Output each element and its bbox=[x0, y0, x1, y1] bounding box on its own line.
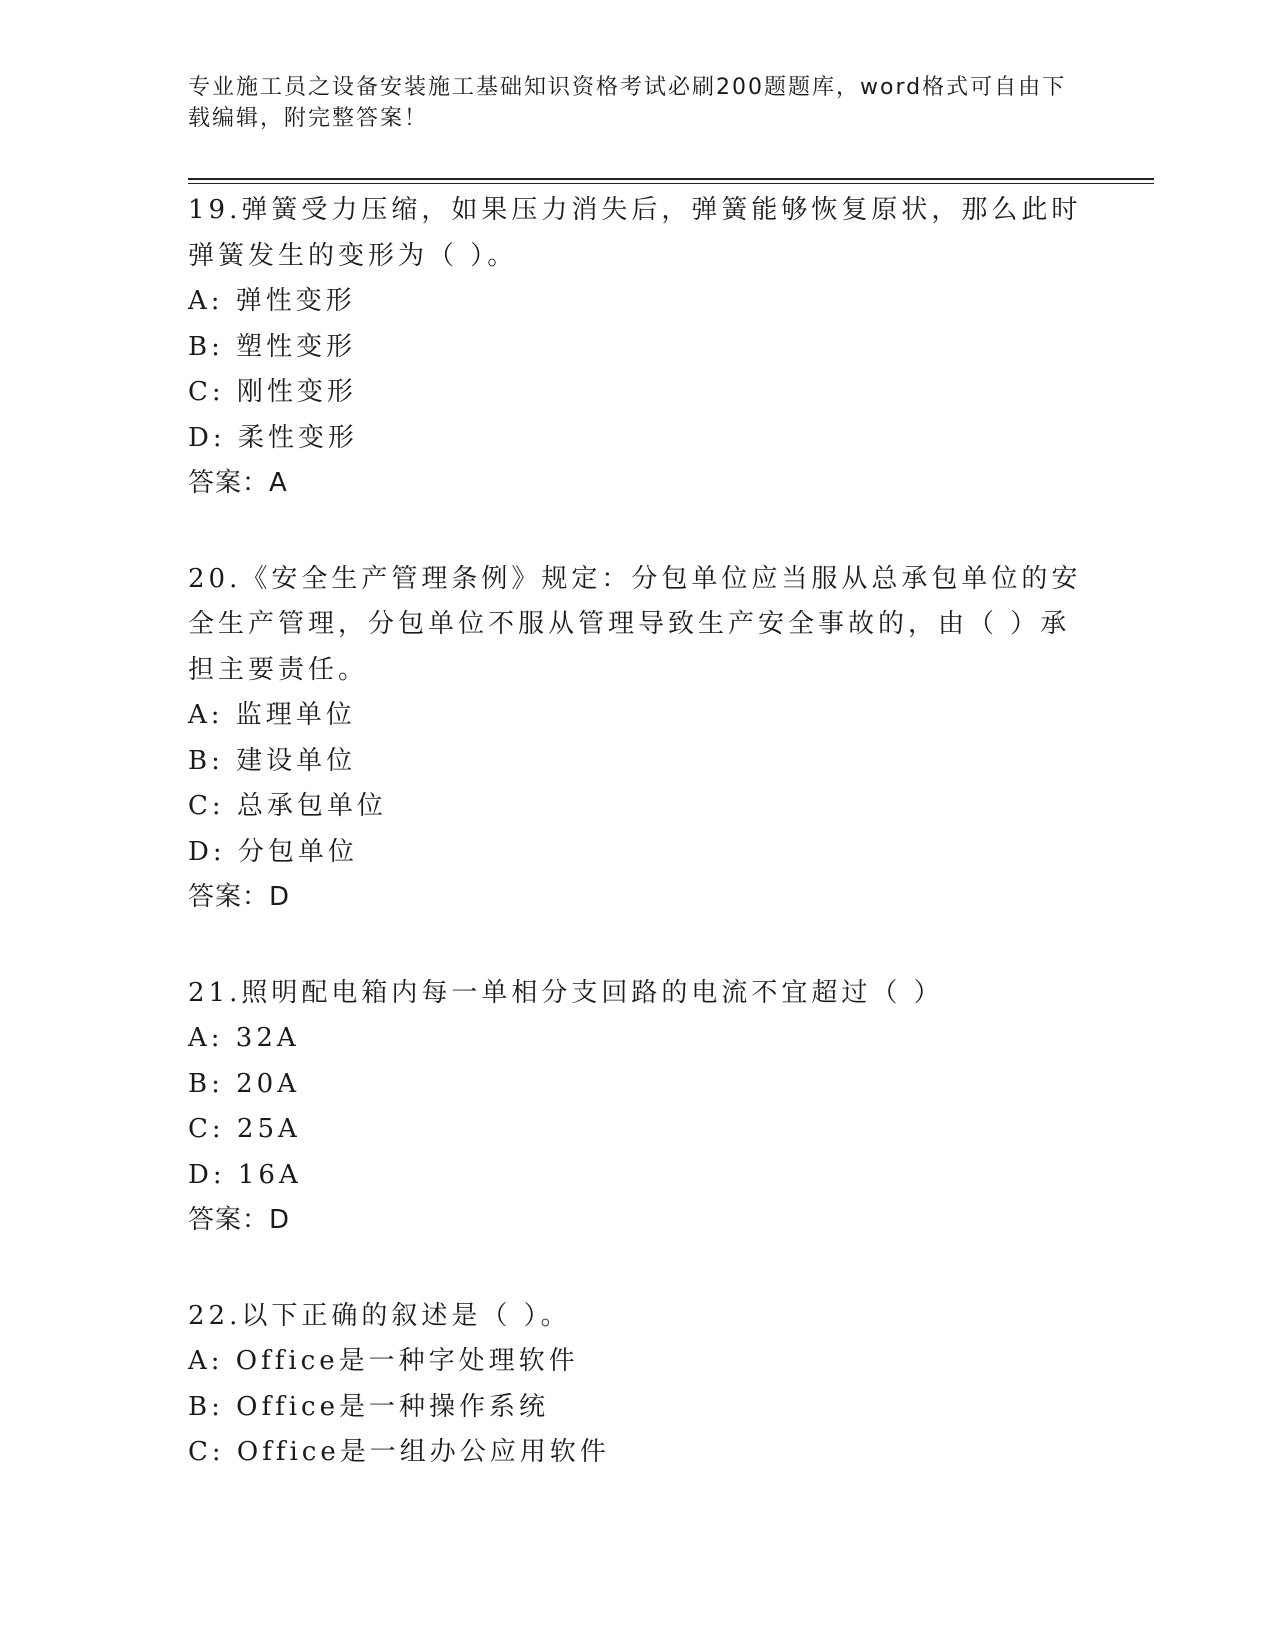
question-22 bbox=[188, 1294, 1088, 1476]
question-list bbox=[188, 188, 1088, 1526]
option-c: C: 总承包单位 bbox=[188, 791, 387, 821]
option-d: D: 16A bbox=[188, 1159, 302, 1190]
question-text: 20.《安全生产管理条例》规定：分包单位应当服从总承包单位的安全生产管理，分包单位不服从管理导致生产安全事故的，由（ ）承担主要责任。 bbox=[188, 563, 1082, 685]
answer-line: 答案：D bbox=[188, 882, 291, 912]
option-a: A: 32A bbox=[188, 1023, 300, 1053]
option-b: B: 20A bbox=[188, 1068, 300, 1099]
option-c: C: 刚性变形 bbox=[188, 377, 357, 407]
option-b: B: 建设单位 bbox=[188, 745, 357, 776]
option-d: D: 分包单位 bbox=[188, 836, 358, 867]
question-text: 21.照明配电箱内每一单相分支回路的电流不宜超过（ ） bbox=[188, 977, 944, 1008]
option-a: A: Office是一种字处理软件 bbox=[188, 1346, 579, 1376]
question-text: 19.弹簧受力压缩，如果压力消失后，弹簧能够恢复原状，那么此时弹簧发生的变形为（ ）。 bbox=[188, 195, 1082, 271]
header-rule-thick bbox=[188, 178, 1154, 180]
option-a: A: 监理单位 bbox=[188, 700, 356, 730]
option-d: D: 柔性变形 bbox=[188, 422, 358, 453]
answer-line: 答案：A bbox=[188, 468, 288, 498]
option-b: B: Office是一种操作系统 bbox=[188, 1391, 549, 1422]
question-text: 22.以下正确的叙述是（ ）。 bbox=[188, 1300, 571, 1331]
header-rule-thin bbox=[188, 183, 1154, 184]
document-title: 专业施工员之设备安装施工基础知识资格考试必刷200题题库，word格式可自由下载编辑，附完整答案！ bbox=[188, 75, 1067, 131]
question-21 bbox=[188, 971, 1088, 1244]
option-c: C: Office是一组办公应用软件 bbox=[188, 1437, 610, 1467]
option-c: C: 25A bbox=[188, 1114, 301, 1144]
question-19 bbox=[188, 188, 1088, 507]
option-a: A: 弹性变形 bbox=[188, 286, 356, 316]
answer-line: 答案：D bbox=[188, 1205, 291, 1235]
option-b: B: 塑性变形 bbox=[188, 331, 357, 362]
question-20 bbox=[188, 557, 1088, 921]
